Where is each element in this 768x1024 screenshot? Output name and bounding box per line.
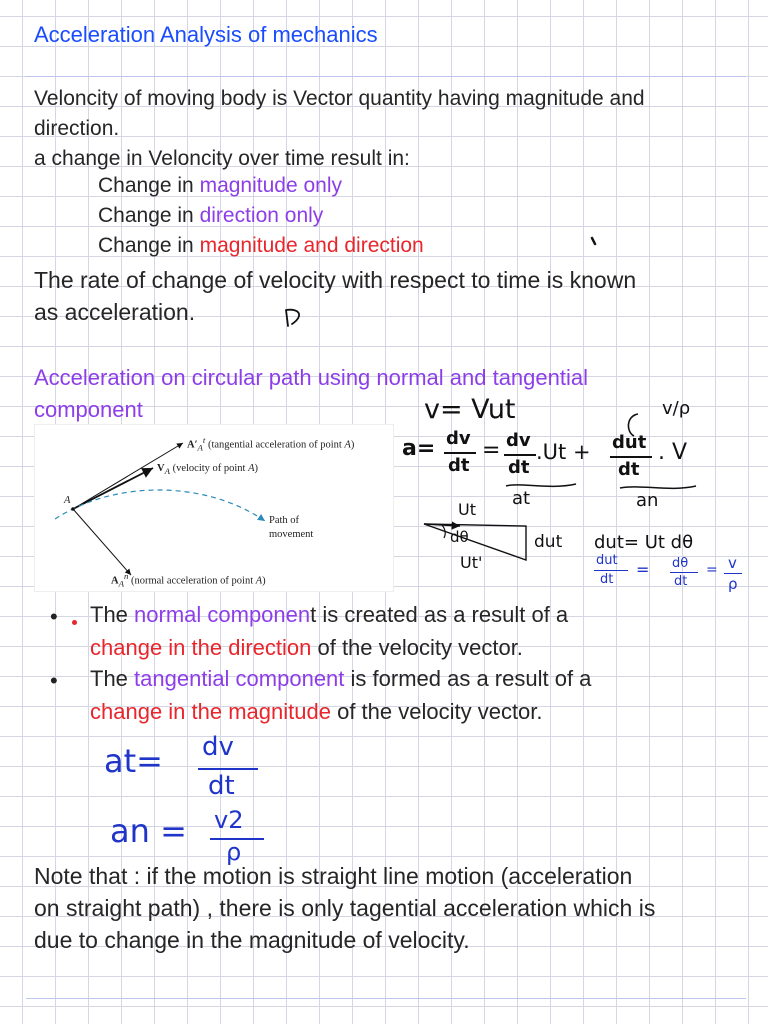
label-sub: A [197,442,203,453]
handwritten-ut-top: Ut [458,500,476,519]
fraction-bar [594,570,628,571]
handwritten-an-label: an [636,490,659,511]
handwritten-dv: dv [446,428,471,449]
note-line-3: due to change in the magnitude of velocity. [34,927,470,953]
label-symbol: A [111,575,119,587]
handwritten-fraction-den: dt [208,771,235,801]
section-heading-line-2: component [34,397,143,422]
change-prefix: Change in [98,174,200,197]
bullet-text: of the velocity vector. [330,699,543,724]
intro-line-1: Veloncity of moving body is Vector quantity having magnitude and [34,87,645,110]
handwritten-rho-den: ρ [226,838,242,866]
label-sub: A [164,466,170,477]
bullet-text: The [90,666,135,691]
bullet-marker: • [50,668,58,693]
divider [26,998,746,999]
handwritten-a-lhs: a= [402,436,436,461]
bullet-text: t is created as a result of a [310,602,569,627]
change-highlight: magnitude only [199,174,343,197]
velocity-arrow [73,468,153,509]
page-title: Acceleration Analysis of mechanics [34,22,378,47]
normal-acceleration-arrow [73,509,131,575]
path-label-line-2: movement [269,529,314,540]
handwritten-fraction-den: dt [674,574,688,589]
acceleration-figure [34,424,394,592]
handwritten-fraction-num: dv [202,732,234,762]
section-heading-line-1: Acceleration on circular path using normal and tangential [34,365,588,390]
change-item-direction [98,204,323,228]
handwritten-an-formula: an = [110,812,187,850]
change-item-magnitude [98,174,342,198]
fraction-bar [670,572,698,573]
label-text: (velocity of point [169,463,249,474]
intro-line-3: a change in Veloncity over time result in: [34,147,410,170]
handwritten-dt: dt [508,457,530,478]
handwritten-ut: .Ut + [536,440,591,464]
normal-label: $A_A^n$ (normal acceleration of point A) [111,571,266,589]
change-highlight: direction only [199,204,324,227]
bullet-highlight: change in the magnitude [90,699,331,724]
label-sub: A [118,578,124,589]
handwritten-dtheta: dθ [450,528,469,546]
label-point: A [248,463,255,474]
handwritten-fraction-num: dut [596,553,618,568]
bullet-highlight: change in the direction [90,635,312,660]
handwritten-equals: = [636,560,650,579]
handwritten-v-num: v [728,554,737,572]
label-text: (tangential acceleration of point [205,439,345,451]
handwritten-equals: = [482,438,501,463]
definition-line-1: The rate of change of velocity with respect to time is known [34,267,637,293]
divider [26,76,746,77]
fraction-bar [504,454,536,456]
path-label-line-1: Path of [269,515,300,526]
change-prefix: Change in [98,204,200,227]
bullet-text: of the velocity vector. [311,635,523,660]
handwritten-v-over-rho: v/ρ [662,398,691,419]
tangential-label: $A'_A^t$ (tangential acceleration of point A) [187,435,355,453]
label-symbol: A′ [187,439,198,451]
change-item-both [98,234,424,258]
velocity-label: $V_A$ (velocity of point A) [157,463,259,477]
pen-dot [72,620,77,625]
handwritten-dut: dut [612,432,647,453]
label-sup: n [123,571,129,581]
fraction-bar [610,456,652,458]
intro-line-2: direction. [34,117,120,140]
handwritten-v: . V [658,440,688,465]
fraction-bar [444,452,476,454]
pen-mark [280,306,310,330]
bullet-highlight: tangential component [134,666,345,691]
label-point: A [344,439,351,451]
fraction-bar [198,768,258,770]
change-prefix: Change in [98,234,200,257]
handwritten-equals: = [706,562,718,578]
fraction-bar [724,573,742,574]
label-point: A [255,575,263,587]
handwritten-fraction-num: v2 [214,806,244,834]
point-a-label: A [64,495,71,506]
handwritten-dut-side: dut [534,532,563,552]
handwritten-dt: dt [618,459,640,480]
handwritten-velocity-eq: v= Vut [424,394,516,425]
bullet-text: is formed as a result of a [344,666,592,691]
change-highlight: magnitude and direction [199,234,424,257]
handwritten-fraction-den: dt [600,572,614,587]
bullet-tangential-component [90,662,730,728]
bullet-normal-component [90,598,730,664]
handwritten-fraction-num: dθ [672,556,689,571]
handwritten-dv: dv [506,430,531,451]
handwritten-dt: dt [448,455,470,476]
note-line-1: Note that : if the motion is straight line motion (acceleration [34,863,633,889]
bullet-text: The [90,602,135,627]
bullet-marker: • [50,604,58,629]
handwritten-at-formula: at= [104,742,163,780]
note-line-2: on straight path) , there is only tagential acceleration which is [34,895,656,921]
handwritten-rho-den: ρ [728,575,738,593]
definition-line-2: as acceleration. [34,299,196,325]
note-block [34,860,754,956]
bullet-highlight: normal componen [134,602,311,627]
label-text: (normal acceleration of point [128,575,256,587]
handwritten-at-label: at [512,488,531,509]
path-of-movement-curve [55,490,265,521]
label-sup: t [202,435,206,445]
handwritten-dut-equation: dut= Ut dθ [594,532,694,553]
pen-mark [585,232,605,252]
handwritten-ut-bottom: Ut' [460,553,483,572]
point-a [71,507,75,511]
label-symbol: V [157,463,165,474]
